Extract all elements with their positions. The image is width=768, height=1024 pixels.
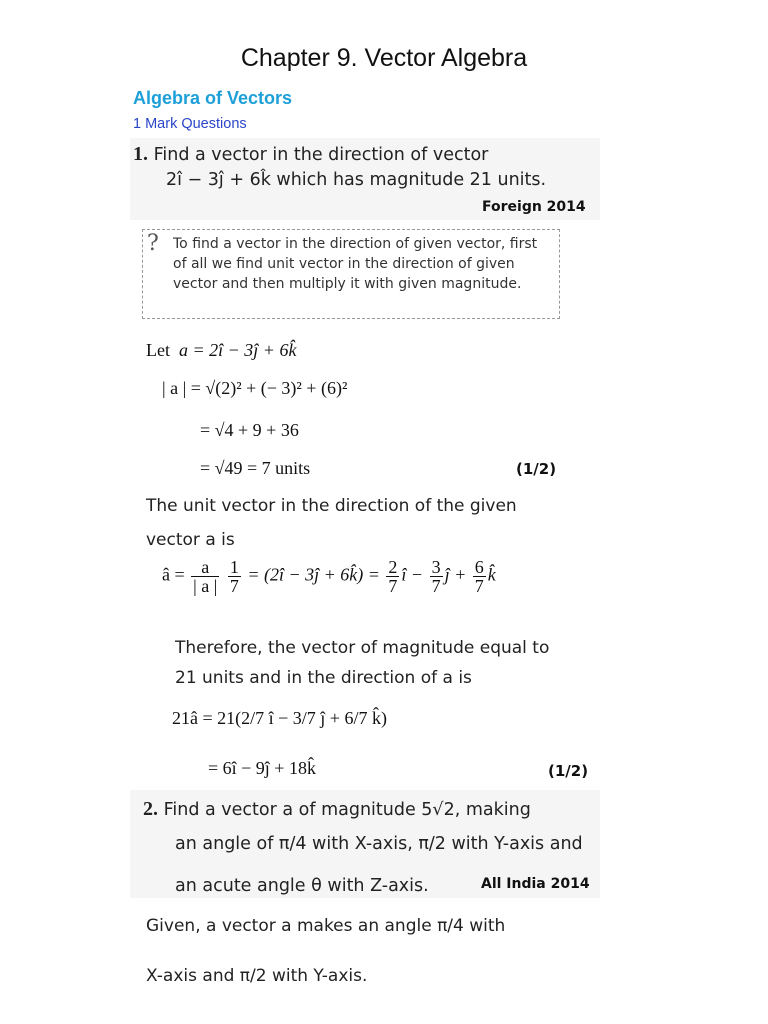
hint-text: To find a vector in the direction of given vector, first of all we find unit vector in the direction of given vector and then multiply it with given magnitude. — [173, 236, 538, 292]
question-2-line-1: 2. Find a vector a of magnitude 5√2, making — [143, 798, 531, 820]
result-line-2: = 6î − 9ĵ + 18k̂ — [208, 758, 316, 778]
given-line-2: X-axis and π/2 with Y-axis. — [146, 966, 368, 986]
section-title: Algebra of Vectors — [133, 88, 293, 108]
given-line-1: Given, a vector a makes an angle π/4 with — [146, 916, 506, 936]
unit-vector-text-2: vector a is — [146, 530, 235, 550]
question-1-number: 1. — [133, 143, 148, 165]
subsection-title: 1 Mark Questions — [133, 116, 247, 132]
fraction-one-seventh: $\frac{1}{7}$ — [229, 557, 239, 596]
fraction-a-over-mag: $\frac{a}{| a |}$ — [193, 557, 218, 596]
hint-box — [142, 229, 560, 319]
question-2-source: All India 2014 — [481, 876, 590, 892]
mark-1: (1/2) — [516, 460, 557, 478]
chapter-title: Chapter 9. Vector Algebra — [240, 44, 528, 72]
question-1-source: Foreign 2014 — [482, 199, 586, 215]
magnitude-line-2: = √4 + 9 + 36 — [200, 420, 299, 440]
question-1-line-2: 2î − 3ĵ + 6k̂ which has magnitude 21 units. — [166, 170, 547, 190]
therefore-text-1: Therefore, the vector of magnitude equal to — [175, 638, 550, 658]
mark-2: (1/2) — [548, 762, 589, 780]
question-2-number: 2. — [143, 798, 158, 820]
magnitude-line-3: = √49 = 7 units — [200, 458, 311, 478]
question-2-line-3: an acute angle θ with Z-axis. — [175, 876, 429, 896]
question-1-line-1: 1. Find a vector in the direction of vector — [133, 143, 489, 165]
magnitude-line-1: | a | = √(2)² + (− 3)² + (6)² — [162, 378, 348, 398]
unit-vector-expression: â = $\frac{a}{| a |}$ $\frac{1}{7}$ = (2î − 3ĵ + 6k̂) = $\frac{2}{7}$ î − $\frac{3}{7}$ ĵ + $\frac{6}{7}$ k̂ — [162, 557, 496, 596]
result-line-1: 21â = 21(2/7 î − 3/7 ĵ + 6/7 k̂) — [172, 708, 387, 728]
question-bulb-icon: ? — [147, 231, 159, 256]
question-2-line-2: an angle of π/4 with X-axis, π/2 with Y-axis and — [175, 834, 583, 854]
let-line: Let a = 2î − 3ĵ + 6k̂ — [146, 340, 297, 360]
therefore-text-2: 21 units and in the direction of a is — [175, 668, 472, 688]
unit-vector-text-1: The unit vector in the direction of the given — [146, 496, 517, 516]
